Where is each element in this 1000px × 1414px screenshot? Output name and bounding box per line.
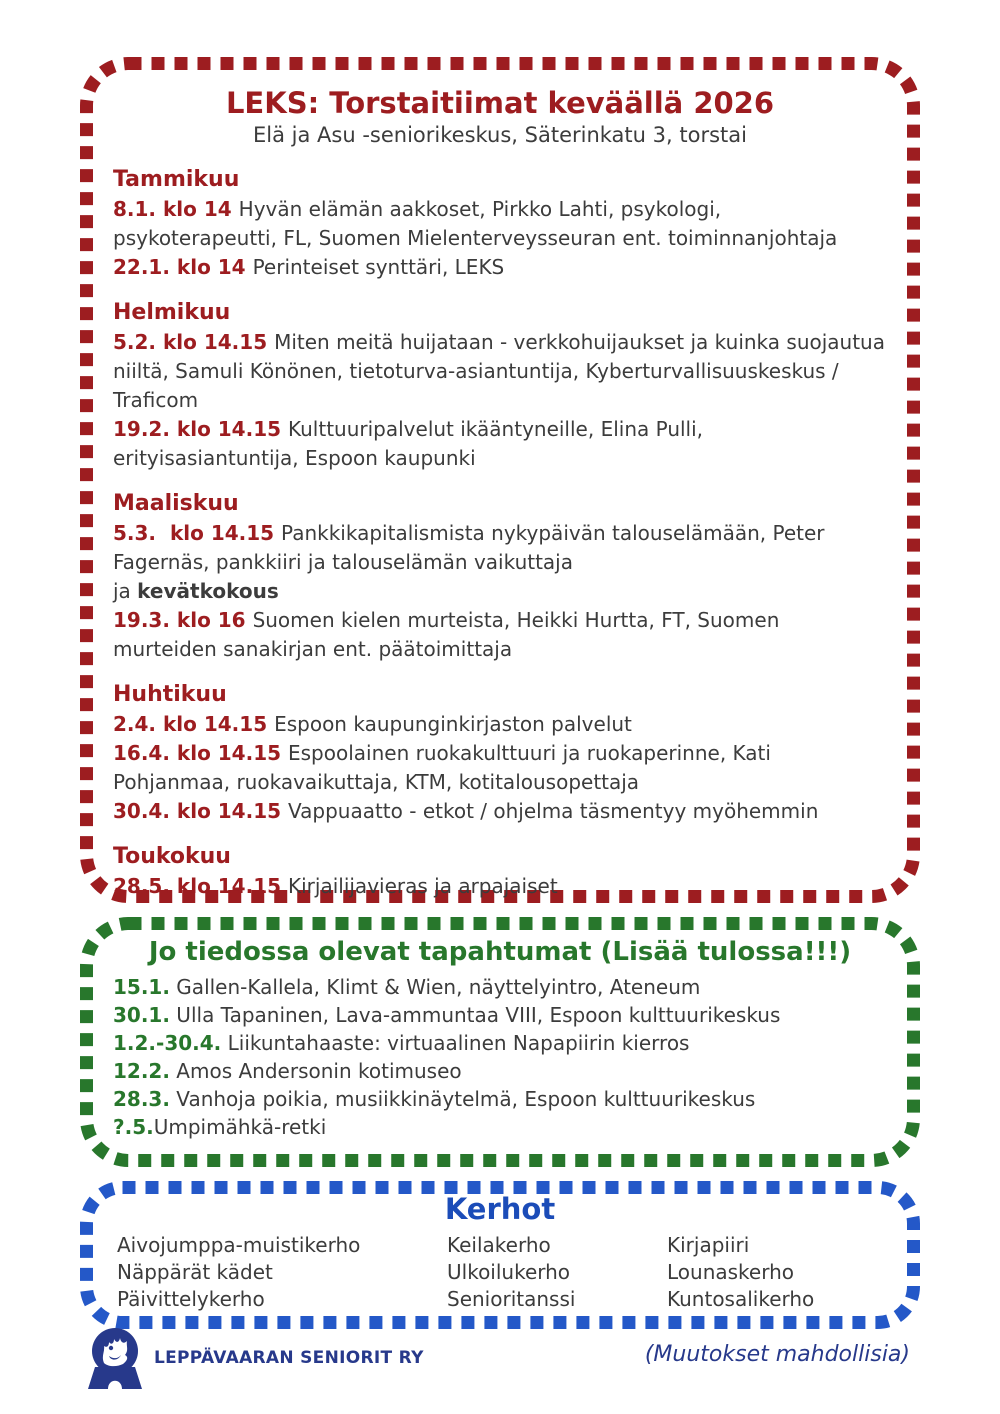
event-plain-text: Kirjailijavieras ja arpajaiset <box>288 874 558 898</box>
clubs-title: Kerhot <box>444 1192 556 1226</box>
event-plain-text: Gallen-Kallela, Klimt & Wien, näyttelyintro, Ateneum <box>169 975 701 999</box>
event-line <box>113 519 887 577</box>
club-name: Näppärät kädet <box>117 1260 273 1284</box>
event-date-text: 5.2. klo 14.15 <box>113 330 275 354</box>
event-line <box>113 253 887 282</box>
club-name: Kirjapiiri <box>667 1233 750 1257</box>
events-title: Jo tiedossa olevat tapahtumat (Lisää tulossa!!!) <box>148 937 852 967</box>
known-event-line <box>113 973 887 1001</box>
event-line <box>113 195 887 253</box>
lion-crest-logo <box>88 1326 142 1390</box>
event-plain-text: Vanhoja poikia, musiikkinäytelmä, Espoon kulttuurikeskus <box>169 1087 756 1111</box>
club-name: Lounaskerho <box>667 1260 795 1284</box>
event-line <box>113 710 887 739</box>
known-event-line <box>113 1113 887 1141</box>
page-title: LEKS: Torstaitiimat keväällä 2026 <box>225 86 775 120</box>
event-plain-text: Pankkikapitalismista nykypäivän talouselämään, Peter Fagernäs, pankkiiri ja talouselämän vaikuttaja <box>113 521 831 574</box>
club-name: Päivittelykerho <box>117 1287 265 1311</box>
event-date-text: 30.4. klo 14.15 <box>113 799 288 823</box>
club-name: Kuntosalikerho <box>667 1287 815 1311</box>
event-date-text: 28.3. <box>113 1087 170 1111</box>
events-list <box>113 973 887 1141</box>
club-name: Senioritanssi <box>447 1287 576 1311</box>
event-date-text: 8.1. klo 14 <box>113 197 239 221</box>
event-bold-text: kevätkokous <box>137 579 279 603</box>
events-content <box>79 916 921 1168</box>
event-date-text: 19.2. klo 14.15 <box>113 417 288 441</box>
event-date-text: 2.4. klo 14.15 <box>113 712 275 736</box>
event-plain-text: Ulla Tapaninen, Lava-ammuntaa VIII, Espoon kulttuurikeskus <box>169 1003 781 1027</box>
month-heading: Tammikuu <box>113 167 240 192</box>
month-heading: Toukokuu <box>113 844 231 869</box>
org-name: LEPPÄVAARAN SENIORIT RY <box>154 1348 424 1368</box>
clubs-content <box>79 1180 921 1330</box>
event-line <box>113 328 892 415</box>
event-line <box>113 415 887 473</box>
footer <box>88 1326 910 1390</box>
event-plain-text: Vappuaatto - etkot / ohjelma täsmentyy myöhemmin <box>288 799 819 823</box>
schedule-content <box>79 56 921 904</box>
club-name: Aivojumppa-muistikerho <box>117 1233 361 1257</box>
event-plain-text: Amos Andersonin kotimuseo <box>169 1059 462 1083</box>
event-plain-text: Umpimähkä-retki <box>153 1115 327 1139</box>
event-date-text: 12.2. <box>113 1059 170 1083</box>
event-plain-text: Espoolainen ruokakulttuuri ja ruokaperinne, Kati Pohjanmaa, ruokavaikuttaja, KTM, kotitalousopettaja <box>113 741 778 794</box>
event-plain-text: Perinteiset synttäri, LEKS <box>252 255 505 279</box>
club-name: Ulkoilukerho <box>447 1260 571 1284</box>
event-date-text: 30.1. <box>113 1003 170 1027</box>
month-heading: Helmikuu <box>113 300 231 325</box>
event-line <box>113 739 887 797</box>
page-subtitle: Elä ja Asu -seniorikeskus, Säterinkatu 3, torstai <box>253 123 747 147</box>
known-event-line <box>113 1057 887 1085</box>
event-plain-text: Espoon kaupunginkirjaston palvelut <box>274 712 632 736</box>
event-date-text: 22.1. klo 14 <box>113 255 253 279</box>
changes-note: (Muutokset mahdollisia) <box>644 1342 910 1367</box>
event-date-text: 15.1. <box>113 975 170 999</box>
event-plain-text: Suomen kielen murteista, Heikki Hurtta, FT, Suomen murteiden sanakirjan ent. päätoimittaja <box>113 608 786 661</box>
event-plain-text: Kulttuuripalvelut ikääntyneille, Elina Pulli, erityisasiantuntija, Espoon kaupunki <box>113 417 710 470</box>
event-line <box>113 797 887 826</box>
event-line <box>113 577 887 606</box>
month-heading: Maaliskuu <box>113 491 239 516</box>
clubs-grid <box>109 1230 891 1313</box>
event-plain-text: Liikuntahaaste: virtuaalinen Napapiirin kierros <box>221 1031 690 1055</box>
known-event-line <box>113 1085 887 1113</box>
event-date-text: 19.3. klo 16 <box>113 608 253 632</box>
event-date-text: 1.2.-30.4. <box>113 1031 222 1055</box>
event-line <box>113 606 887 664</box>
known-event-line <box>113 1001 887 1029</box>
event-plain-text: ja <box>113 579 138 603</box>
month-heading: Huhtikuu <box>113 682 227 707</box>
event-date-text: ?.5. <box>113 1115 154 1139</box>
event-date-text: 16.4. klo 14.15 <box>113 741 288 765</box>
club-name: Keilakerho <box>447 1233 551 1257</box>
event-line <box>113 872 887 901</box>
events-box <box>79 916 921 1168</box>
known-event-line <box>113 1029 887 1057</box>
schedule-box <box>79 56 921 904</box>
event-plain-text: Miten meitä huijataan - verkkohuijaukset ja kuinka suojautua niiltä, Samuli Könönen, tietoturva-asiantuntija, Kyberturvallisuuskeskus / Traficom <box>113 330 892 412</box>
month-list <box>113 166 892 901</box>
event-plain-text: Hyvän elämän aakkoset, Pirkko Lahti, psykologi, psykoterapeutti, FL, Suomen Mielenterveysseuran ent. toiminnanjohtaja <box>113 197 838 250</box>
event-date-text: 28.5. klo 14.15 <box>113 874 288 898</box>
event-date-text: 5.3. klo 14.15 <box>113 521 282 545</box>
clubs-box <box>79 1180 921 1330</box>
